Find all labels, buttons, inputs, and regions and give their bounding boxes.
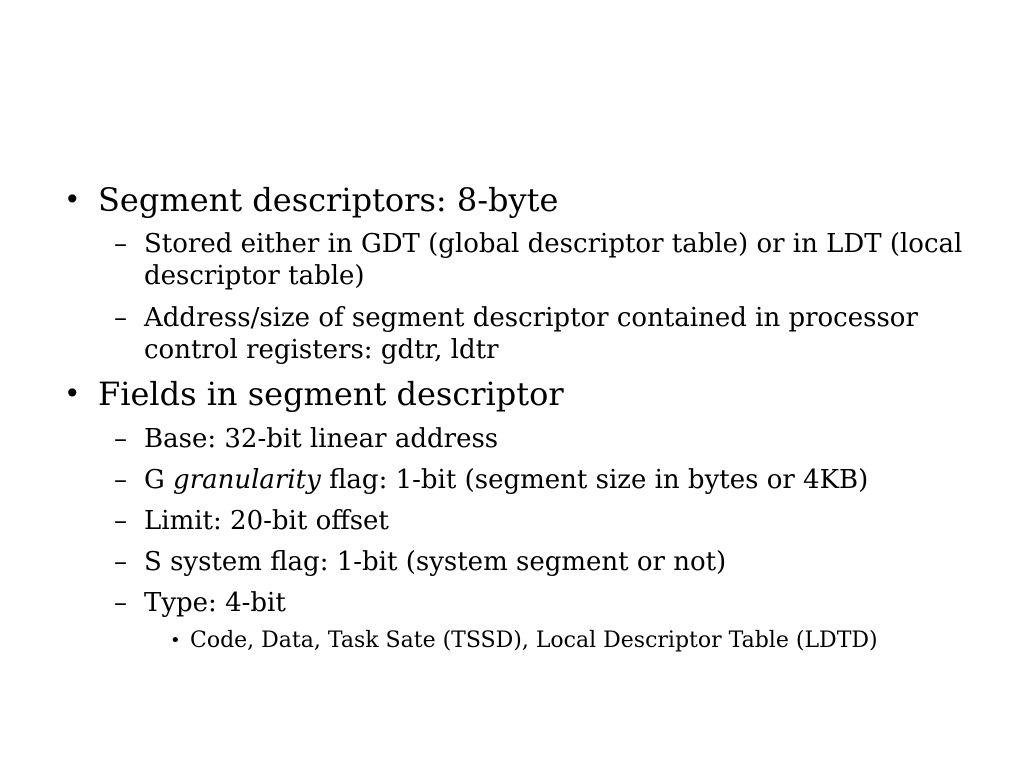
granularity-suffix: flag: 1-bit (segment size in bytes or 4KB) xyxy=(320,465,869,495)
granularity-term: granularity xyxy=(173,465,321,495)
bullet-fields: • Fields in segment descriptor xyxy=(98,376,998,412)
sub-bullet-address-size: – Address/size of segment descriptor contained in processor control registers: gdtr, ldtr xyxy=(144,302,964,366)
sub-bullet-s-flag: – S system flag: 1-bit (system segment or not) xyxy=(144,546,964,578)
granularity-prefix: G xyxy=(144,465,174,495)
bullet-segment-descriptors: • Segment descriptors: 8-byte xyxy=(98,182,998,218)
sub-bullet-type: – Type: 4-bit xyxy=(144,587,964,619)
sub-bullet-limit: – Limit: 20-bit offset xyxy=(144,505,964,537)
sub-bullet-base: – Base: 32-bit linear address xyxy=(144,423,964,455)
sub-bullet-granularity xyxy=(144,464,964,496)
sub-bullet-gdt-ldt: – Stored either in GDT (global descriptor table) or in LDT (local descriptor table) xyxy=(144,228,964,292)
type-item-list: • Code, Data, Task Sate (TSSD), Local Descriptor Table (LDTD) xyxy=(190,627,1010,655)
